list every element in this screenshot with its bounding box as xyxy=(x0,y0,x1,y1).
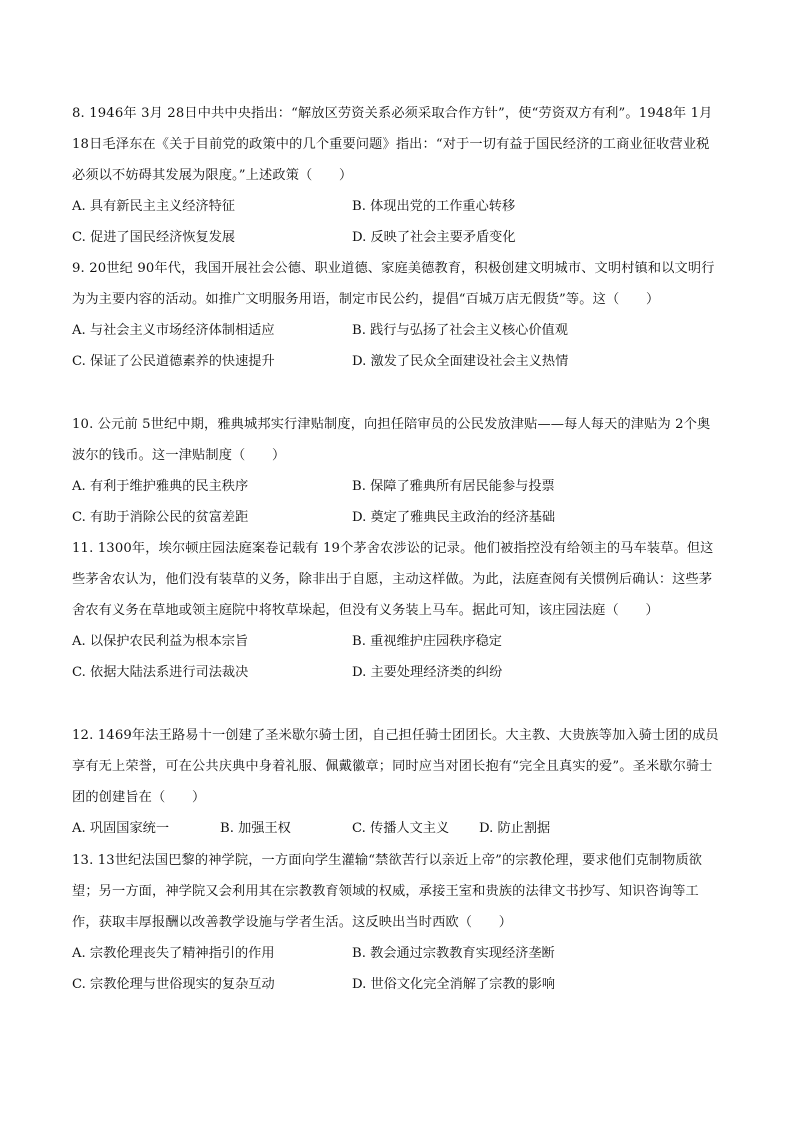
option-row xyxy=(72,969,722,1000)
option-b[interactable]: B. 体现出党的工作重心转移 xyxy=(352,199,516,214)
question-9 xyxy=(72,253,722,377)
question-11 xyxy=(72,533,722,688)
option-a[interactable]: A. 巩固国家统一 xyxy=(72,821,170,836)
question-stem: 8. 1946年 3月 28日中共中央指出：“解放区劳资关系必须采取合作方针”，使“劳资双方有利”。1948年 1月 18日毛泽东在《关于目前党的政策中的几个重要问题》指出：“对于一切有益于国民经济的工商业征收营业税必须以不妨碍其发展为限度。”上述政策（ ） xyxy=(72,106,713,183)
question-stem: 12. 1469年法王路易十一创建了圣米歇尔骑士团，自己担任骑士团团长。大主教、大贵族等加入骑士团的成员享有无上荣誉，可在公共庆典中身着礼服、佩戴徽章；同时应当对团长抱有“完全且真实的爱”。圣米歇尔骑士团的创建旨在（ ） xyxy=(72,728,719,805)
option-b[interactable]: B. 加强王权 xyxy=(220,821,291,836)
option-b[interactable]: B. 教会通过宗教教育实现经济垄断 xyxy=(352,946,555,961)
option-d[interactable]: D. 世俗文化完全消解了宗教的影响 xyxy=(352,977,556,992)
question-stem: 13. 13世纪法国巴黎的神学院，一方面向学生灌输“禁欲苦行以亲近上帝”的宗教伦理，要求他们克制物质欲望；另一方面，神学院又会利用其在宗教教育领域的权威，承接王室和贵族的法律文书抄写、知识咨询等工作，获取丰厚报酬以改善教学设施与学者生活。这反映出当时西欧（ ） xyxy=(72,853,703,930)
option-c[interactable]: C. 有助于消除公民的贫富差距 xyxy=(72,510,249,525)
option-row xyxy=(72,502,722,533)
option-d[interactable]: D. 防止割据 xyxy=(479,821,551,836)
option-c[interactable]: C. 宗教伦理与世俗现实的复杂互动 xyxy=(72,977,275,992)
question-stem: 9. 20世纪 90年代，我国开展社会公德、职业道德、家庭美德教育，积极创建文明城市、文明村镇和以文明行为为主要内容的活动。如推广文明服务用语，制定市民公约，提倡“百城万店无假货”等。这（ ） xyxy=(72,261,715,307)
question-12 xyxy=(72,720,722,844)
option-d[interactable]: D. 激发了民众全面建设社会主义热情 xyxy=(352,354,569,369)
option-row xyxy=(72,626,722,657)
question-stem: 11. 1300年，埃尔顿庄园法庭案卷记载有 19个茅舍农涉讼的记录。他们被指控没有给领主的马车装草。但这些茅舍农认为，他们没有装草的义务，除非出于自愿，主动这样做。为此，法庭查阅有关惯例后确认：这些茅舍农有义务在草地或领主庭院中将牧草垛起，但没有义务装上马车。据此可知，该庄园法庭（ ） xyxy=(72,541,714,618)
option-a[interactable]: A. 具有新民主主义经济特征 xyxy=(72,199,235,214)
option-row xyxy=(72,657,722,688)
option-b[interactable]: B. 重视维护庄园秩序稳定 xyxy=(352,634,502,649)
option-a[interactable]: A. 宗教伦理丧失了精神指引的作用 xyxy=(72,946,275,961)
question-stem: 10. 公元前 5世纪中期，雅典城邦实行津贴制度，向担任陪审员的公民发放津贴——每人每天的津贴为 2个奥波尔的钱币。这一津贴制度（ ） xyxy=(72,417,711,463)
option-d[interactable]: D. 主要处理经济类的纠纷 xyxy=(352,665,503,680)
option-row xyxy=(72,938,722,969)
question-10 xyxy=(72,409,722,533)
option-a[interactable]: A. 以保护农民利益为根本宗旨 xyxy=(72,634,249,649)
option-row xyxy=(72,315,722,346)
option-row xyxy=(72,471,722,502)
option-a[interactable]: A. 有利于维护雅典的民主秩序 xyxy=(72,479,249,494)
option-c[interactable]: C. 传播人文主义 xyxy=(352,821,450,836)
option-d[interactable]: D. 反映了社会主要矛盾变化 xyxy=(352,230,516,245)
option-a[interactable]: A. 与社会主义市场经济体制相适应 xyxy=(72,323,275,338)
option-b[interactable]: B. 践行与弘扬了社会主义核心价值观 xyxy=(352,323,568,338)
option-row xyxy=(72,813,722,844)
option-row xyxy=(72,222,722,253)
option-row xyxy=(72,191,722,222)
question-13 xyxy=(72,845,722,1000)
option-d[interactable]: D. 奠定了雅典民主政治的经济基础 xyxy=(352,510,556,525)
option-b[interactable]: B. 保障了雅典所有居民能参与投票 xyxy=(352,479,555,494)
question-8 xyxy=(72,98,722,253)
option-c[interactable]: C. 保证了公民道德素养的快速提升 xyxy=(72,354,275,369)
option-row xyxy=(72,346,722,377)
option-c[interactable]: C. 依据大陆法系进行司法裁决 xyxy=(72,665,249,680)
option-c[interactable]: C. 促进了国民经济恢复发展 xyxy=(72,230,236,245)
